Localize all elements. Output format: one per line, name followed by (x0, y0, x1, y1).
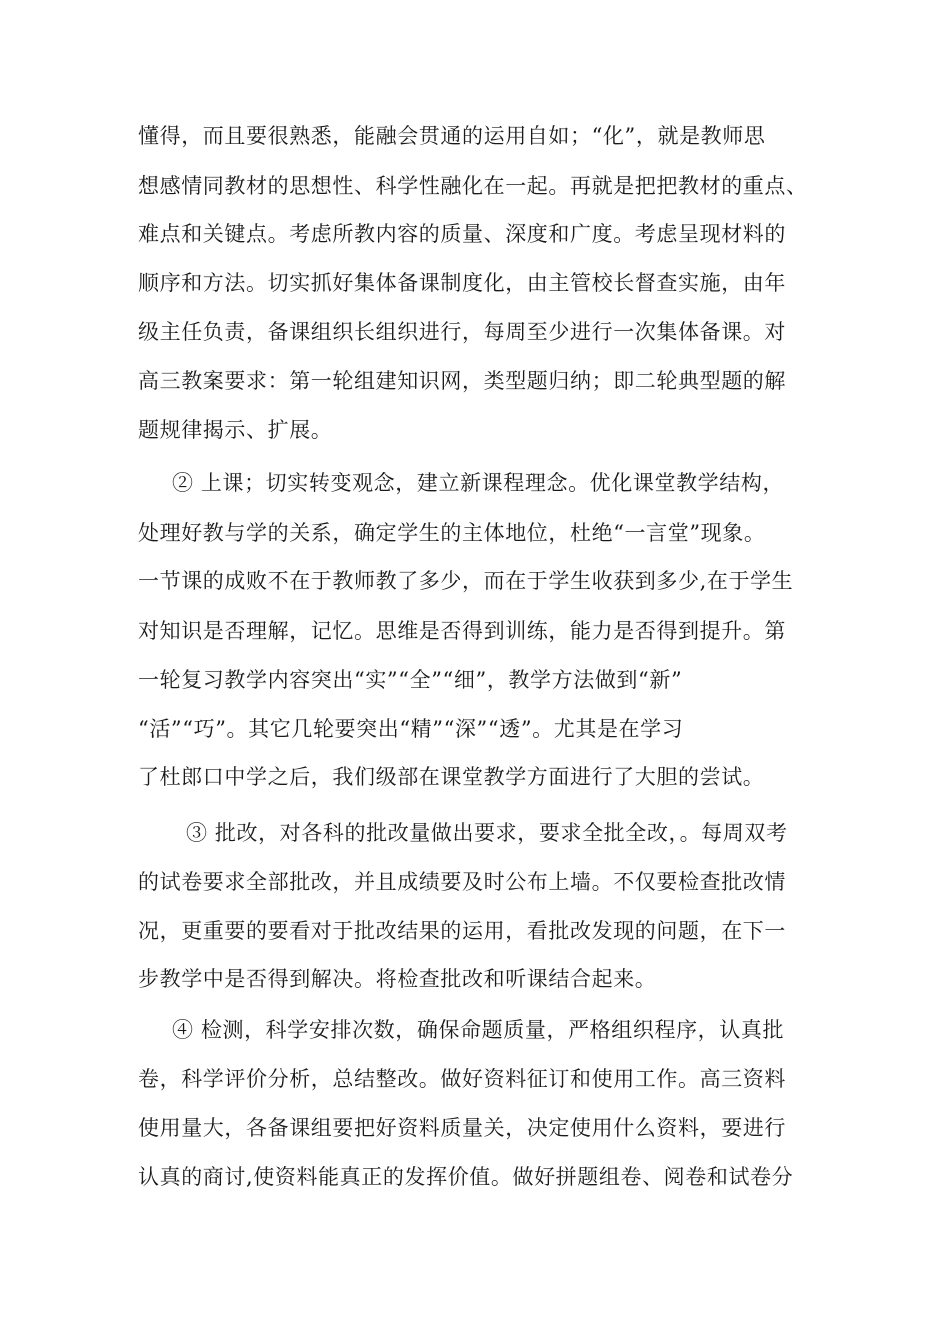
text-line: ② 上课；切实转变观念，建立新课程理念。优化课堂教学结构， (172, 471, 785, 495)
text-line: 级主任负责，备课组织长组织进行，每周至少进行一次集体备课。对 (138, 320, 786, 344)
text-line: 况，更重要的要看对于批改结果的运用，看批改发现的问题，在下一 (138, 919, 786, 943)
text-line: 题规律揭示、扩展。 (138, 418, 333, 442)
text-line: ④ 检测，科学安排次数，确保命题质量，严格组织程序，认真批 (172, 1018, 785, 1042)
text-line: 了杜郎口中学之后，我们级部在课堂教学方面进行了大胆的尝试。 (138, 765, 765, 789)
text-line: 一节课的成败不在于教师教了多少，而在于学生收获到多少,在于学生 (138, 569, 794, 593)
text-line: ③ 批改，对各科的批改量做出要求，要求全批全改，。每周双考 (186, 821, 788, 845)
text-line: 使用量大，各备课组要把好资料质量关，决定使用什么资料，要进行 (138, 1116, 786, 1140)
text-line: “活”“巧”。其它几轮要突出“精”“深”“透”。尤其是在学习 (138, 717, 684, 741)
text-line: 处理好教与学的关系，确定学生的主体地位，杜绝“一言堂”现象。 (138, 521, 766, 545)
text-line: 卷，科学评价分析，总结整改。做好资料征订和使用工作。高三资料 (138, 1067, 786, 1091)
text-line: 顺序和方法。切实抓好集体备课制度化，由主管校长督查实施，由年 (138, 271, 786, 295)
text-line: 难点和关键点。考虑所教内容的质量、深度和广度。考虑呈现材料的 (138, 222, 786, 246)
text-line: 高三教案要求：第一轮组建知识网，类型题归纳；即二轮典型题的解 (138, 369, 786, 393)
text-line: 步教学中是否得到解决。将检查批改和听课结合起来。 (138, 967, 657, 991)
text-line: 对知识是否理解，记忆。思维是否得到训练，能力是否得到提升。第 (138, 619, 786, 643)
text-line: 想感情同教材的思想性、科学性融化在一起。再就是把把教材的重点、 (138, 174, 808, 198)
text-line: 懂得，而且要很熟悉，能融会贯通的运用自如；“化”，就是教师思 (138, 124, 766, 148)
text-line: 认真的商讨,使资料能真正的发挥价值。做好拼题组卷、阅卷和试卷分 (138, 1165, 794, 1189)
text-line: 的试卷要求全部批改，并且成绩要及时公布上墙。不仅要检查批改情 (138, 870, 786, 894)
text-line: 一轮复习教学内容突出“实”“全”“细”，教学方法做到“新” (138, 668, 683, 692)
